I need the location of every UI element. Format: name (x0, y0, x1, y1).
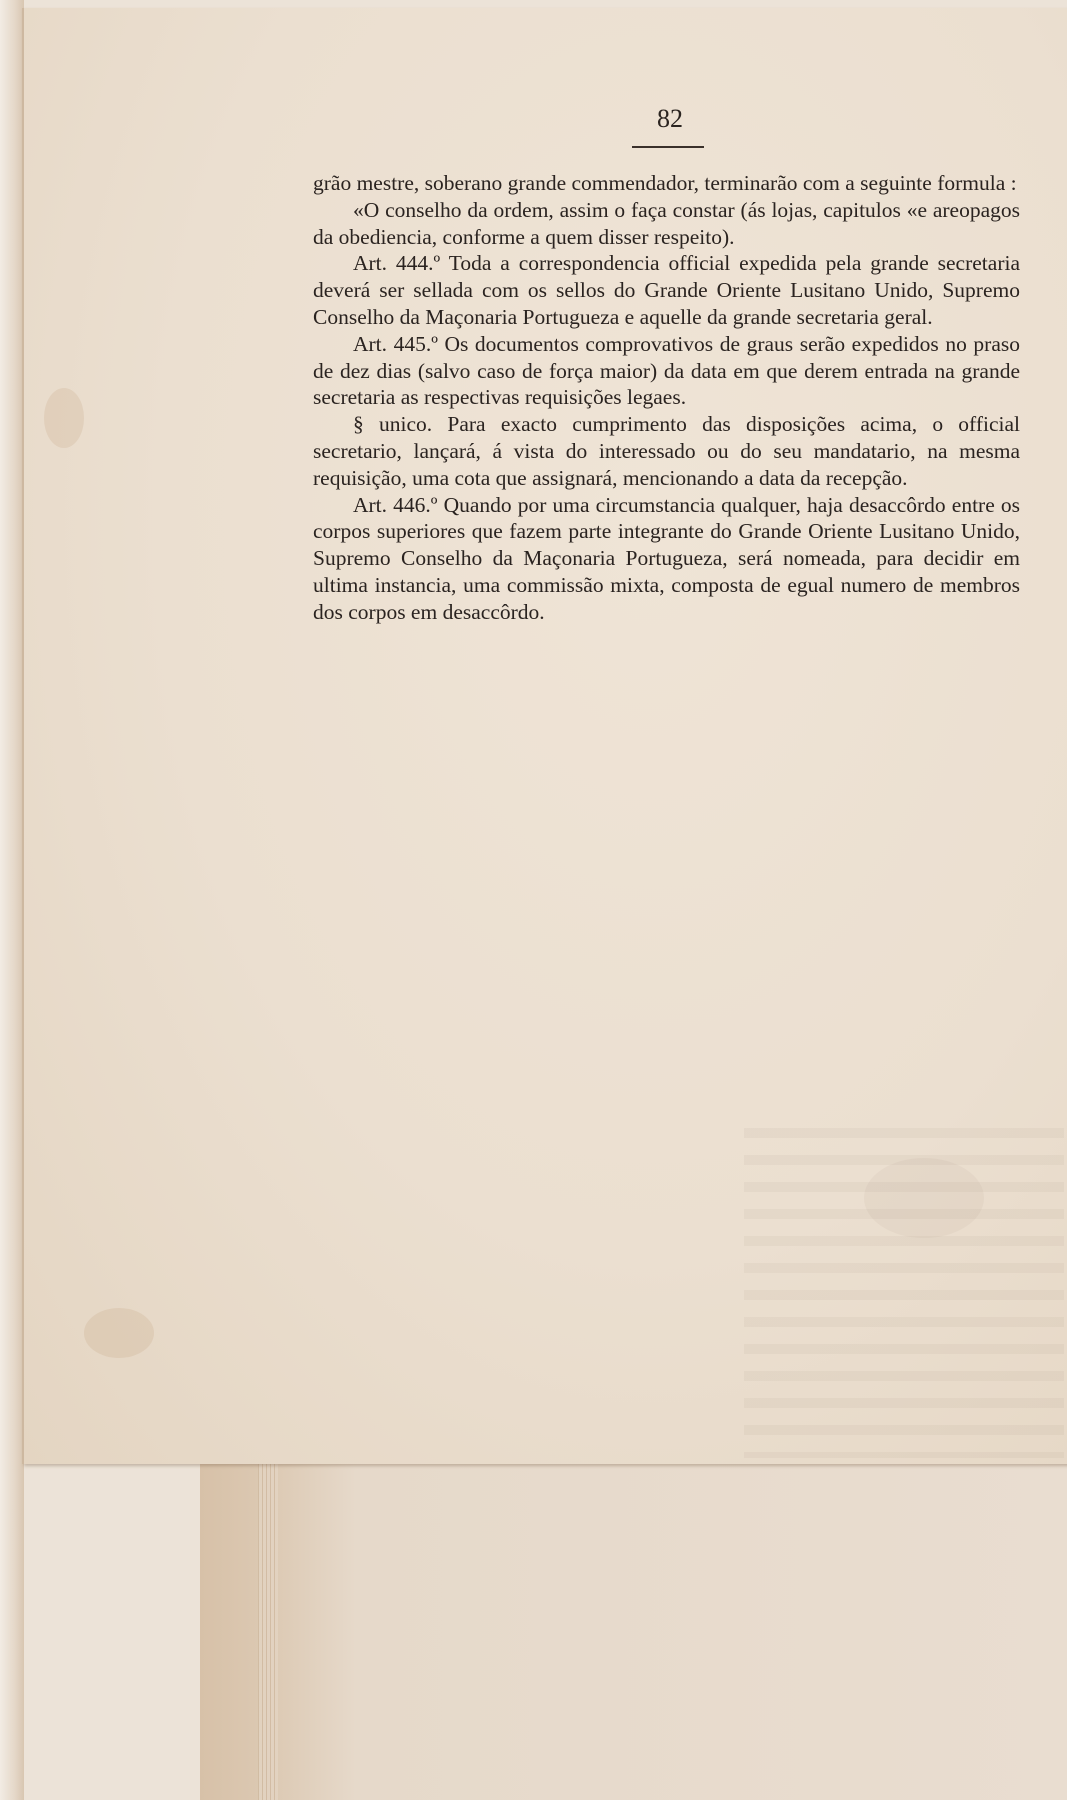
bleed-through-text (744, 1128, 1064, 1458)
paragraph-art-446: Art. 446.º Quando por uma circumstancia qualquer, haja desaccôrdo entre os corpos superiores que fazem parte integrante do Grande Oriente Lusitano Unido, Supremo Conselho da Maçonaria Portugueza, será nomeada, para decidir em ultima instancia, uma commissão mixta, composta de egual numero de membros dos corpos em desaccôrdo. (313, 492, 1020, 624)
paragraph-section-unico: § unico. Para exacto cumprimento das disposições acima, o official secretario, lançará, á vista do interessado ou do seu mandatario, na mesma requisição, uma cota que assignará, mencionando a data da recepção. (313, 412, 1020, 490)
scan-left-margin (0, 0, 24, 1800)
paragraph-formula-quote: «O conselho da ordem, assim o faça constar (ás lojas, capitulos «e areopagos da obediencia, conforme a quem disser respeito). (313, 197, 1020, 249)
paragraph-formula-intro: grão mestre, soberano grande commendador, terminarão com a seguinte formula : (313, 171, 1017, 195)
paper-stain (84, 1308, 154, 1358)
underlying-pages (200, 1440, 1067, 1800)
page-number-rule (632, 146, 704, 148)
paper-stain (44, 388, 84, 448)
body-text (313, 170, 1020, 626)
page-number: 82 (657, 104, 683, 133)
paragraph-art-444: Art. 444.º Toda a correspondencia official expedida pela grande secretaria deverá ser sellada com os sellos do Grande Oriente Lusitano Unido, Supremo Conselho da Maçonaria Portugueza e aquelle da grande secretaria geral. (313, 251, 1020, 329)
underlying-page-edges (258, 1440, 278, 1800)
paragraph-art-445: Art. 445.º Os documentos comprovativos de graus serão expedidos no praso de dez dias (salvo caso de força maior) da data em que derem entrada na grande secretaria as respectivas requisições legaes. (313, 331, 1020, 410)
